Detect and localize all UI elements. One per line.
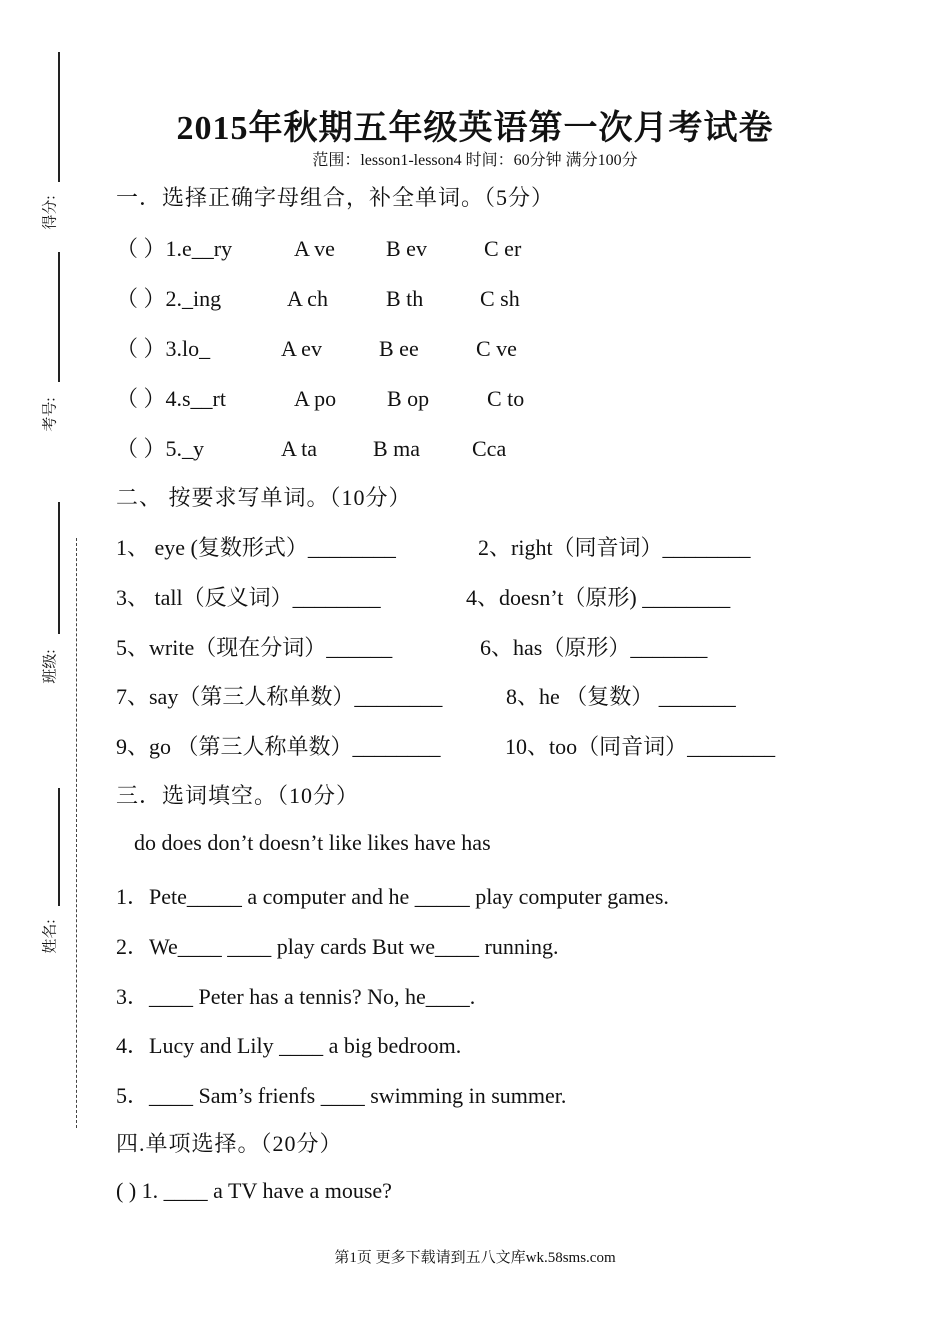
item-stem: （ ）3.lo_ xyxy=(116,336,211,361)
binding-dashed-line xyxy=(76,538,77,1128)
section1-item-2 xyxy=(116,282,520,313)
name-label: 姓名: xyxy=(42,919,59,954)
section3-heading: 三．选词填空。（10分） xyxy=(116,783,360,808)
section2-item-7: 7、say（第三人称单数）________ xyxy=(116,684,443,709)
option-c: C ve xyxy=(476,336,517,361)
score-label: 得分: xyxy=(42,195,59,230)
word-bank: do does don’t doesn’t like likes have has xyxy=(134,830,491,855)
class-label: 班级: xyxy=(42,649,59,684)
section2-item-2: 2、right（同音词）________ xyxy=(478,535,751,560)
section1-item-4 xyxy=(116,382,524,413)
section2-item-6: 6、has（原形）_______ xyxy=(480,635,708,660)
margin-rule-class xyxy=(58,788,60,906)
option-c: C to xyxy=(487,386,525,411)
option-a: A ch xyxy=(287,286,328,311)
section3-item-4: 4．Lucy and Lily ____ a big bedroom. xyxy=(116,1033,462,1058)
section1-item-5 xyxy=(116,432,506,463)
section2-item-10: 10、too（同音词）________ xyxy=(505,734,776,759)
item-stem: （ ）4.s__rt xyxy=(116,386,227,411)
section3-item-2: 2．We____ ____ play cards But we____ running. xyxy=(116,934,559,959)
section1-item-1 xyxy=(116,232,521,263)
option-b: B ma xyxy=(373,436,421,461)
section1-item-3 xyxy=(116,332,517,363)
option-a: A po xyxy=(294,386,337,411)
section3-item-1: 1．Pete_____ a computer and he _____ play computer games. xyxy=(116,884,669,909)
page-footer: 第1页 更多下载请到五八文库wk.58sms.com xyxy=(334,1250,616,1266)
section2-item-5: 5、write（现在分词）______ xyxy=(116,635,393,660)
exam-scope-subtitle: 范围：lesson1-lesson4 时间：60分钟 满分100分 xyxy=(312,152,638,169)
option-b: B ev xyxy=(386,236,427,261)
section4-heading: 四.单项选择。（20分） xyxy=(116,1131,343,1156)
item-stem: （ ）1.e__ry xyxy=(116,236,233,261)
section1-heading: 一．选择正确字母组合，补全单词。（5分） xyxy=(116,185,555,210)
page-title: 2015年秋期五年级英语第一次月考试卷 xyxy=(176,110,774,147)
item-stem: （ ）5._y xyxy=(116,436,205,461)
margin-rule-exam-number xyxy=(58,502,60,634)
option-c: C er xyxy=(484,236,522,261)
option-a: A ta xyxy=(281,436,318,461)
section2-item-1: 1、 eye (复数形式）________ xyxy=(116,535,396,560)
section2-item-4: 4、doesn’t（原形) ________ xyxy=(466,585,731,610)
item-stem: （ ）2._ing xyxy=(116,286,222,311)
section4-item-1: ( ) 1. ____ a TV have a mouse? xyxy=(116,1178,392,1203)
option-a: A ve xyxy=(294,236,335,261)
option-b: B th xyxy=(386,286,424,311)
margin-rule-score xyxy=(58,252,60,382)
option-a: A ev xyxy=(281,336,322,361)
exam-number-label: 考号: xyxy=(42,397,59,432)
option-c: Cca xyxy=(472,436,507,461)
section2-heading: 二、 按要求写单词。（10分） xyxy=(116,485,412,510)
option-b: B ee xyxy=(379,336,419,361)
option-b: B op xyxy=(387,386,430,411)
section2-item-9: 9、go （第三人称单数）________ xyxy=(116,734,441,759)
section2-item-8: 8、he （复数） _______ xyxy=(506,684,736,709)
section2-item-3: 3、 tall（反义词）________ xyxy=(116,585,381,610)
section3-item-5: 5．____ Sam’s frienfs ____ swimming in summer. xyxy=(116,1083,567,1108)
section3-item-3: 3．____ Peter has a tennis? No, he____. xyxy=(116,984,476,1009)
option-c: C sh xyxy=(480,286,520,311)
